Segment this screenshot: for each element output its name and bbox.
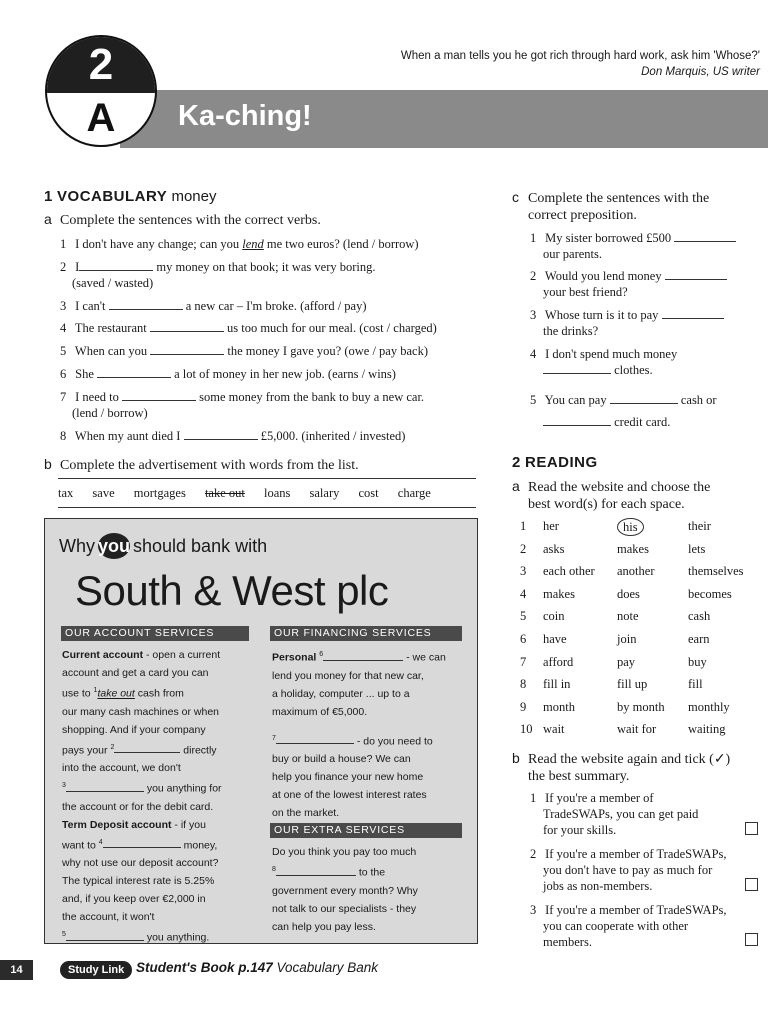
vocab-a-item-5: 5 When can you the money I gave you? (owe / pay back) [60,344,428,358]
summary-2: 2 If you're a member of TradeSWAPs, you don't have to pay as much for jobs as non-members. [530,847,727,893]
summary-1-checkbox[interactable] [745,822,758,835]
option-c[interactable]: becomes [688,586,732,601]
option-b[interactable]: does [617,586,640,601]
option-b[interactable]: note [617,609,639,624]
vocab-a-item-1: 1 I don't have any change; can you lend me two euros? (lend / borrow) [60,237,419,251]
reading-b-instruction: b Read the website again and tick (✓) the best summary. [512,750,731,784]
option-a[interactable]: fill in [543,677,571,692]
title-banner [120,90,768,148]
vocab-a-item-2: 2 I my money on that book; it was very boring. [60,260,376,274]
option-a[interactable]: her [543,519,559,533]
page-title: Ka-ching! [178,100,312,132]
option-b[interactable]: pay [617,654,636,669]
option-number: 2 [520,541,527,556]
option-b[interactable]: makes [617,541,649,556]
vocab-a-instruction: a Complete the sentences with the correct verbs. [44,211,321,228]
unit-badge [45,35,157,147]
option-number: 7 [520,654,527,669]
option-a[interactable]: wait [543,722,565,737]
option-c[interactable]: monthly [688,699,730,714]
reading-heading: 2 READING [512,454,598,471]
word-used: take out [204,486,245,500]
summary-1: 1 If you're a member of TradeSWAPs, you can get paid for your skills. [530,791,699,837]
vocab-c-item-4: 4 I don't spend much money clothes. [530,347,678,377]
reading-a-instruction: a Read the website and choose the best word(s) for each space. [512,478,711,512]
option-number: 5 [520,609,527,624]
word: tax [58,486,74,500]
option-number: 8 [520,677,527,692]
quote-text: When a man tells you he got rich through hard work, ask him 'Whose?' [400,50,760,62]
option-number: 1 [520,519,527,533]
option-a[interactable]: asks [543,541,565,556]
vocabulary-heading: 1 VOCABULARY money [44,188,217,205]
vocab-a-item-7-options: (lend / borrow) [72,406,148,420]
option-c[interactable]: lets [688,541,706,556]
current-account-text: Current account - open a current account and get a card you can use to $^1$take out cash from our many cash machines or when shopping. And if your company pays your $^2$ directly into the account, we don't $^3$ you anything for the account or for the debit card. Term Deposit account - if you want to $^4$ money, why not use our deposit account? The typical interest rate is 5.25% and, if you keep over €2,000 in the account, it won't $^5$ you anything. [62,649,222,944]
extra-services-heading: OUR EXTRA SERVICES [270,823,462,838]
summary-2-checkbox[interactable] [745,878,758,891]
option-a[interactable]: each other [543,564,595,579]
option-c[interactable]: themselves [688,564,744,579]
option-c[interactable]: waiting [688,722,726,737]
vocab-c-item-5: 5 You can pay cash or credit card. [530,393,717,429]
option-number: 9 [520,699,527,714]
vocab-a-item-7: 7 I need to some money from the bank to buy a new car. [60,390,425,404]
vocab-a-item-6: 6 She a lot of money in her new job. (earns / wins) [60,367,396,381]
option-number: 6 [520,632,527,646]
vocab-a-item-2-options: (saved / wasted) [72,276,154,290]
option-a[interactable]: makes [543,586,575,601]
page-number: 14 [0,960,33,980]
word: cost [358,486,379,500]
vocab-a-item-8: 8 When my aunt died I £5,000. (inherited / invested) [60,429,406,443]
summary-3-checkbox[interactable] [745,933,758,946]
account-services-heading: OUR ACCOUNT SERVICES [61,626,249,641]
option-c[interactable]: cash [688,609,711,624]
book-reference: Student's Book p.147 Vocabulary Bank [136,960,379,975]
vocab-c-item-3: 3 Whose turn is it to pay the drinks? [530,307,724,339]
financing-text: Personal $^6$ - we can lend you money for that new car, a holiday, computer ... up to a maximum of €5,000. $^7$ - do you need to buy or build a house? We can help you finance your new home at one of the lowest interest rates on the market. [272,651,446,819]
answer-take-out: take out [97,687,135,700]
option-c[interactable]: fill [688,677,703,692]
bank-advertisement [44,518,478,944]
you-highlight: you [98,533,130,559]
vocab-a-item-4: 4 The restaurant us too much for our meal. (cost / charged) [60,321,437,335]
option-b[interactable]: fill up [617,677,648,692]
unit-number: 2 [88,40,114,89]
option-b[interactable]: wait for [617,722,657,737]
summary-3: 3 If you're a member of TradeSWAPs, you can cooperate with other members. [530,903,727,949]
word: salary [309,486,340,500]
option-a[interactable]: afford [543,654,574,669]
lesson-letter: A [86,96,116,140]
option-number: 10 [520,722,533,737]
vocab-a-item-3: 3 I can't a new car – I'm broke. (afford / pay) [60,299,367,313]
option-a[interactable]: month [543,699,575,714]
option-c[interactable]: earn [688,632,710,646]
word: mortgages [133,486,186,500]
vocab-b-instruction: b Complete the advertisement with words from the list. [44,456,359,473]
option-a[interactable]: coin [543,609,565,624]
vocab-c-instruction: c Complete the sentences with the correct preposition. [512,189,710,223]
option-number: 3 [520,564,527,579]
option-b[interactable]: another [617,564,655,579]
option-b[interactable]: by month [617,699,665,714]
extra-services-text: Do you think you pay too much $^8$ to the government every month? Why not talk to our specialists - they can help you pay less. [272,846,418,933]
financing-services-heading: OUR FINANCING SERVICES [270,626,462,641]
study-link-badge: Study Link [60,961,132,979]
option-a[interactable]: have [543,632,567,646]
option-number: 4 [520,586,527,601]
word: loans [264,486,291,500]
bank-name: South & West plc [75,567,389,614]
vocab-c-item-2: 2 Would you lend money your best friend? [530,268,727,300]
option-c[interactable]: their [688,519,711,533]
word: charge [397,486,431,500]
ad-headline: Why you should bank with [59,533,267,559]
option-b[interactable]: join [617,632,637,646]
quote-author: Don Marquis, US writer [641,66,760,78]
option-c[interactable]: buy [688,654,707,669]
epigraph [360,48,760,80]
vocab-c-item-1: 1 My sister borrowed £500 our parents. [530,230,736,262]
word-list [58,478,476,508]
option-b[interactable]: his [617,518,644,536]
word: save [92,486,115,500]
